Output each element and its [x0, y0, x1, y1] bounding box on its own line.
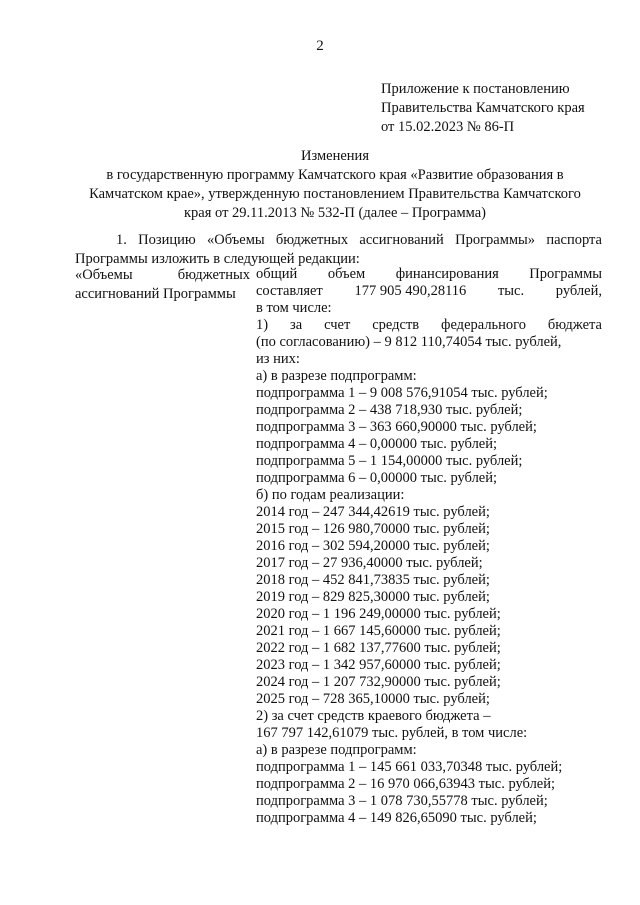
federal-amount-line: (по согласованию) – 9 812 110,74054 тыс. рублей, [256, 334, 562, 350]
justified-word: за [290, 317, 303, 333]
page-number: 2 [316, 38, 324, 54]
year-item: 2020 год – 1 196 249,00000 тыс. рублей; [256, 606, 501, 622]
regional-by-subprogram-line: а) в разрезе подпрограмм: [256, 742, 417, 758]
justified-word: Программы [529, 266, 602, 282]
intro-line: Программы изложить в следующей редакции: [75, 251, 360, 267]
federal-subprogram-list [256, 385, 602, 487]
year-item: 2022 год – 1 682 137,77600 тыс. рублей; [256, 640, 501, 656]
by-year-line: б) по годам реализации: [256, 487, 405, 503]
justified-word: федерального [441, 317, 527, 333]
heading-title: Изменения [301, 148, 369, 164]
including-line: в том числе: [256, 300, 332, 316]
justified-word: составляет [256, 283, 323, 299]
subprogram-item: подпрограмма 1 – 9 008 576,91054 тыс. рублей; [256, 385, 548, 401]
justified-word: рублей, [555, 283, 602, 299]
passport-details [256, 266, 602, 827]
year-item: 2014 год – 247 344,42619 тыс. рублей; [256, 504, 490, 520]
justified-word: 1) [256, 317, 269, 333]
appendix-line: от 15.02.2023 № 86-П [381, 119, 515, 135]
year-item: 2021 год – 1 667 145,60000 тыс. рублей; [256, 623, 501, 639]
regional-amount-line: 167 797 142,61079 тыс. рублей, в том числе: [256, 725, 528, 741]
appendix-line: Правительства Камчатского края [381, 100, 585, 116]
total-funding-line [256, 266, 602, 283]
appendix-block [381, 80, 621, 137]
subprogram-item: подпрограмма 6 – 0,00000 тыс. рублей; [256, 470, 498, 486]
justified-word: средств [372, 317, 420, 333]
subprogram-item: подпрограмма 3 – 363 660,90000 тыс. рублей; [256, 419, 537, 435]
federal-year-list [256, 504, 602, 708]
year-item: 2016 год – 302 594,20000 тыс. рублей; [256, 538, 490, 554]
passport-label-word: «Объемы [75, 267, 133, 283]
justified-word: тыс. [497, 283, 525, 299]
passport-label-word: бюджетных [177, 267, 250, 283]
year-item: 2025 год – 728 365,10000 тыс. рублей; [256, 691, 490, 707]
appendix-line: Приложение к постановлению [381, 81, 570, 97]
subprogram-item: подпрограмма 4 – 149 826,65090 тыс. рублей; [256, 810, 537, 826]
by-subprogram-line: а) в разрезе подпрограмм: [256, 368, 417, 384]
year-item: 2019 год – 829 825,30000 тыс. рублей; [256, 589, 490, 605]
intro-paragraph [75, 231, 602, 269]
subprogram-item: подпрограмма 2 – 438 718,930 тыс. рублей; [256, 402, 523, 418]
justified-word: общий [256, 266, 298, 282]
subprogram-item: подпрограмма 3 – 1 078 730,55778 тыс. рублей; [256, 793, 548, 809]
passport-label [75, 266, 250, 304]
federal-budget-line [256, 317, 602, 334]
year-item: 2017 год – 27 936,40000 тыс. рублей; [256, 555, 483, 571]
subprogram-item: подпрограмма 4 – 0,00000 тыс. рублей; [256, 436, 498, 452]
justified-word: объем [327, 266, 366, 282]
intro-line: 1. Позицию «Объемы бюджетных ассигнований Программы» паспорта [116, 232, 602, 248]
year-item: 2015 год – 126 980,70000 тыс. рублей; [256, 521, 490, 537]
justified-word: счет [324, 317, 351, 333]
year-item: 2018 год – 452 841,73835 тыс. рублей; [256, 572, 490, 588]
total-amount-line [256, 283, 602, 300]
year-item: 2023 год – 1 342 957,60000 тыс. рублей; [256, 657, 501, 673]
justified-word: бюджета [547, 317, 602, 333]
year-item: 2024 год – 1 207 732,90000 тыс. рублей; [256, 674, 501, 690]
subprogram-item: подпрограмма 5 – 1 154,00000 тыс. рублей; [256, 453, 523, 469]
subprogram-item: подпрограмма 1 – 145 661 033,70348 тыс. рублей; [256, 759, 563, 775]
heading-line: в государственную программу Камчатского края «Развитие образования в [106, 167, 564, 183]
passport-label-line [75, 266, 250, 285]
justified-word: 177 905 490,28116 [354, 283, 467, 299]
regional-subprogram-list [256, 759, 602, 827]
regional-budget-line: 2) за счет средств краевого бюджета – [256, 708, 491, 724]
of-them-line: из них: [256, 351, 300, 367]
passport-label-line: ассигнований Программы [75, 286, 236, 302]
document-heading [50, 147, 620, 223]
heading-line: Камчатском крае», утвержденную постановлением Правительства Камчатского [89, 186, 581, 202]
subprogram-item: подпрограмма 2 – 16 970 066,63943 тыс. рублей; [256, 776, 556, 792]
heading-line: края от 29.11.2013 № 532-П (далее – Программа) [183, 205, 486, 221]
justified-word: финансирования [395, 266, 499, 282]
